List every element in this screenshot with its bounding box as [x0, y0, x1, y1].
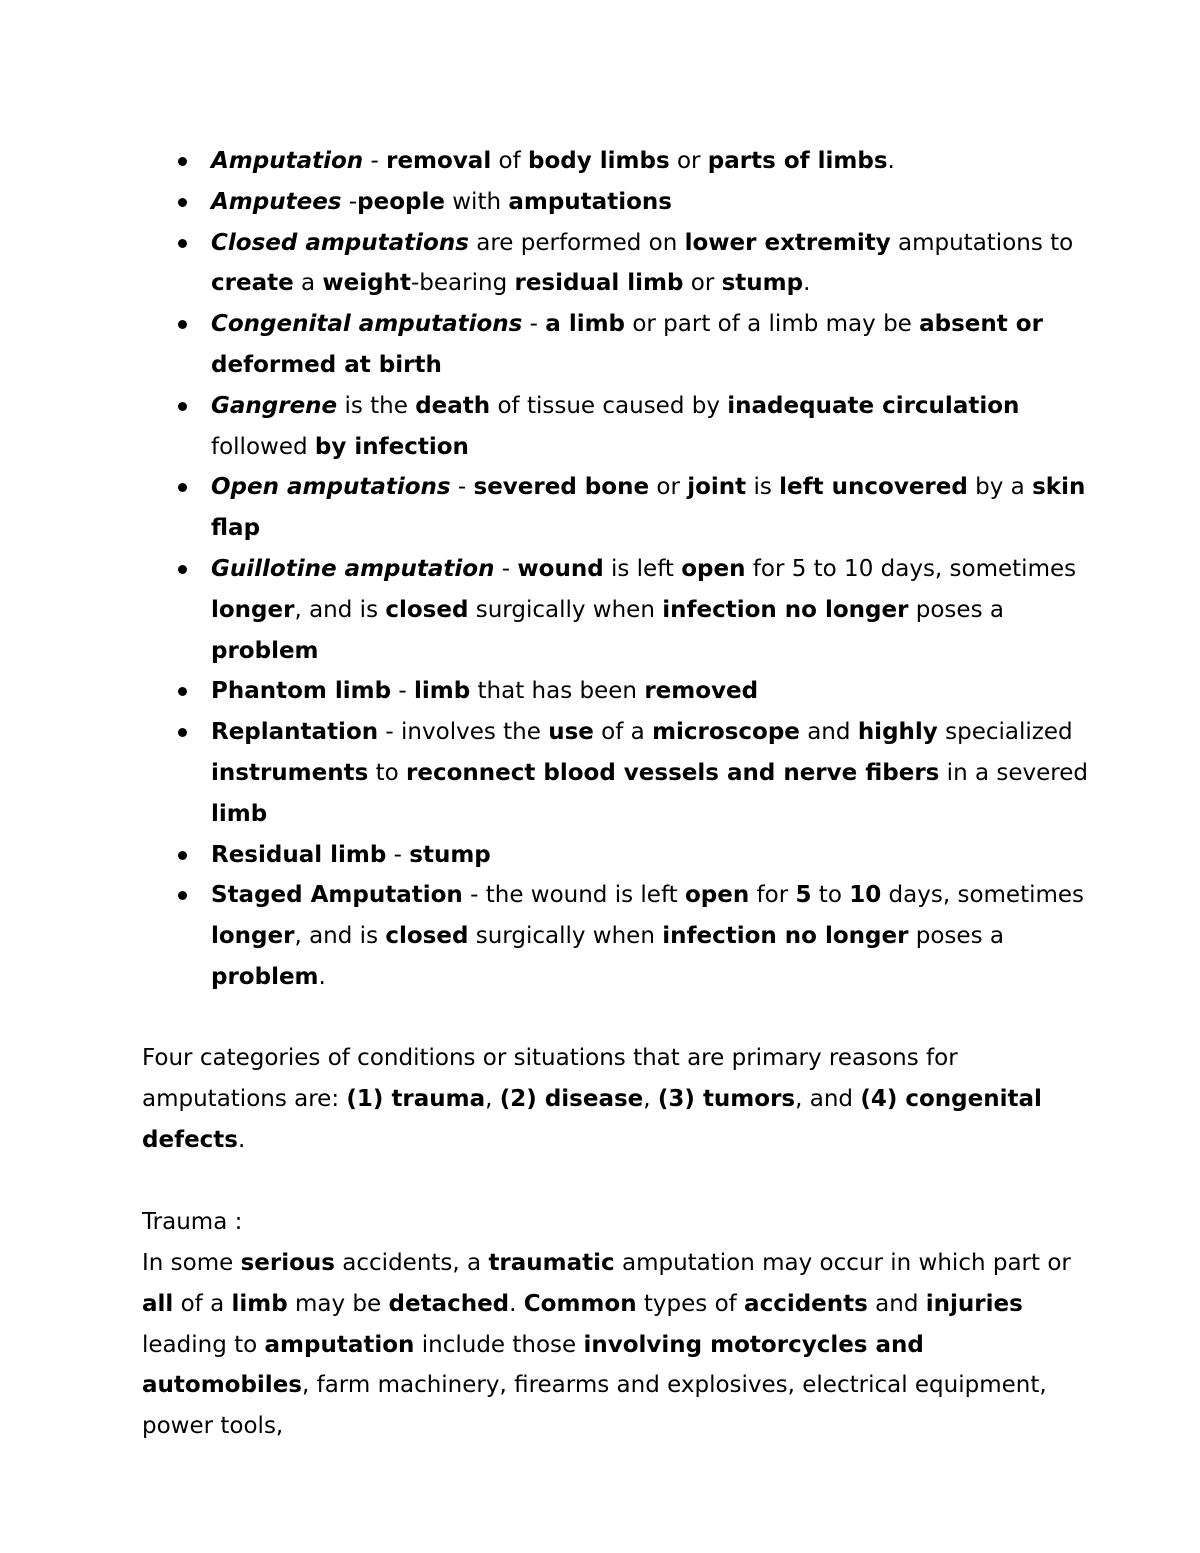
text-run: to — [811, 882, 850, 909]
bold-term: limb — [231, 1290, 288, 1317]
bold-term: lower extremity — [684, 229, 891, 256]
text-run: is — [746, 474, 780, 501]
bold-term: (4) congenital defects — [142, 1085, 1042, 1153]
text-run: - — [450, 474, 474, 501]
bold-term: Guillotine amputation — [211, 555, 495, 582]
bold-term: severed bone — [473, 474, 650, 501]
text-run: poses a — [908, 923, 1004, 950]
text-run: types of — [636, 1290, 745, 1317]
bold-term: Congenital amputations — [211, 311, 523, 338]
text-run: - — [363, 148, 387, 174]
bold-term: 5 — [795, 882, 812, 909]
bold-term: use — [548, 719, 594, 746]
text-run: surgically when — [468, 596, 663, 623]
bold-term: removed — [644, 678, 759, 705]
text-run: . — [318, 963, 326, 990]
bold-term: instruments — [211, 759, 369, 786]
bold-term: longer — [211, 923, 295, 950]
text-run: , and — [795, 1085, 861, 1112]
bold-term: Gangrene — [211, 392, 338, 419]
text-run: specialized — [937, 719, 1073, 746]
bold-term: infection no longer — [662, 923, 909, 950]
glossary-list — [211, 141, 1091, 998]
bold-term: (2) disease — [499, 1085, 644, 1112]
bold-term: amputation — [264, 1331, 415, 1358]
glossary-item — [211, 304, 1091, 386]
text-run: amputations to — [890, 229, 1074, 256]
text-run: followed — [211, 433, 315, 460]
glossary-item — [211, 671, 1091, 712]
text-run: a — [293, 270, 323, 297]
bold-term: Closed amputations — [211, 229, 469, 256]
bold-term: problem — [211, 963, 319, 990]
text-run: with — [444, 188, 509, 215]
bold-term: problem — [211, 637, 319, 664]
categories-paragraph — [142, 1038, 1072, 1160]
glossary-item — [211, 467, 1091, 549]
trauma-heading: Trauma : — [142, 1209, 243, 1235]
text-run: poses a — [908, 596, 1004, 623]
bold-term: skin flap — [211, 474, 1086, 542]
bold-term: Residual limb — [211, 841, 387, 868]
bold-term: injuries — [925, 1290, 1023, 1317]
text-run: - — [386, 841, 410, 868]
text-run: may be — [287, 1290, 389, 1317]
glossary-item — [211, 712, 1091, 834]
bold-term: Staged Amputation — [211, 882, 463, 909]
text-run: . — [238, 1126, 246, 1153]
bold-term: open — [684, 882, 750, 909]
text-run: and — [867, 1290, 926, 1317]
text-run: days, sometimes — [881, 882, 1085, 909]
bold-term: all — [142, 1290, 174, 1317]
bold-term: inadequate circulation — [727, 392, 1020, 419]
bold-term: traumatic — [488, 1250, 615, 1276]
bold-term: 10 — [849, 882, 882, 909]
text-run: Four categories of conditions or situations that are primary reasons for amputations are: — [142, 1045, 958, 1112]
text-run: or — [683, 270, 722, 297]
text-run: . — [509, 1290, 524, 1317]
bold-term: residual limb — [514, 270, 684, 297]
bold-term: Amputation — [211, 148, 364, 174]
text-run: to — [368, 759, 407, 786]
bold-term: reconnect blood vessels and nerve fibers — [406, 759, 940, 786]
text-run: , and is — [294, 923, 386, 950]
text-run: - — [341, 188, 358, 215]
bold-term: stump — [409, 841, 491, 868]
text-run: , — [643, 1085, 658, 1112]
glossary-item — [211, 141, 1091, 182]
bold-term: (3) tumors — [657, 1085, 796, 1112]
glossary-item — [211, 835, 1091, 876]
bold-term: accidents — [744, 1290, 868, 1317]
bold-term: Open amputations — [211, 474, 451, 501]
text-run: or part of a limb may be — [625, 311, 920, 338]
text-run: In some — [142, 1250, 241, 1276]
text-run: of a — [173, 1290, 232, 1317]
bold-term: longer — [211, 596, 295, 623]
text-run: , — [485, 1085, 500, 1112]
bold-term: infection no longer — [662, 596, 909, 623]
text-run: - — [494, 555, 518, 582]
bold-term: a limb — [545, 311, 626, 338]
text-run: are performed on — [468, 229, 685, 256]
text-run: , farm machinery, firearms and explosives, electrical equipment, power tools, — [142, 1372, 1047, 1440]
bold-term: joint — [687, 474, 747, 501]
bold-term: microscope — [652, 719, 800, 746]
text-run: leading to — [142, 1331, 265, 1358]
text-run: by a — [967, 474, 1033, 501]
text-run: of tissue caused by — [490, 392, 728, 419]
glossary-item — [211, 549, 1091, 671]
text-run: - — [391, 678, 415, 705]
text-run: - the wound is left — [462, 882, 685, 909]
text-run: and — [799, 719, 858, 746]
bold-term: limb — [414, 678, 471, 705]
trauma-paragraph — [142, 1243, 1072, 1447]
bold-term: closed — [385, 596, 469, 623]
bold-term: Common — [523, 1290, 637, 1317]
text-run: accidents, a — [334, 1250, 489, 1276]
bold-term: death — [415, 392, 491, 419]
bold-term: Amputees — [211, 188, 342, 215]
bold-term: (1) trauma — [346, 1085, 486, 1112]
bold-term: detached — [388, 1290, 510, 1317]
bold-term: weight — [322, 270, 411, 297]
glossary-item — [211, 182, 1091, 223]
text-run: for — [749, 882, 796, 909]
text-run: amputation may occur in which part or — [614, 1250, 1071, 1276]
bold-term: parts of limbs — [707, 148, 888, 174]
glossary-item — [211, 223, 1091, 305]
bold-term: by infection — [314, 433, 469, 460]
bold-term: absent or deformed at birth — [211, 311, 1043, 378]
text-run: - involves the — [378, 719, 549, 746]
text-run: of a — [593, 719, 653, 746]
bold-term: serious — [240, 1250, 335, 1276]
bold-term: body limbs — [528, 148, 670, 174]
text-run: - — [522, 311, 546, 338]
bold-term: involving motorcycles and automobiles — [142, 1331, 924, 1399]
bold-term: create — [211, 270, 294, 297]
text-run: or — [649, 474, 688, 501]
bold-term: Phantom limb — [211, 678, 392, 705]
bold-term: open — [681, 555, 746, 582]
text-run: that has been — [470, 678, 645, 705]
glossary-item — [211, 875, 1091, 997]
text-run: , and is — [294, 596, 386, 623]
text-run: for 5 to 10 days, sometimes — [745, 555, 1077, 582]
bold-term: Replantation — [211, 719, 379, 746]
bold-term: removal — [386, 148, 492, 174]
bold-term: people — [357, 188, 445, 215]
bold-term: left uncovered — [779, 474, 968, 501]
text-run: . — [887, 148, 895, 174]
text-run: in a severed — [939, 759, 1088, 786]
glossary-item — [211, 386, 1091, 468]
text-run: surgically when — [468, 923, 663, 950]
text-run: is left — [603, 555, 682, 582]
bold-term: wound — [517, 555, 604, 582]
text-run: of — [491, 148, 529, 174]
bold-term: stump — [721, 270, 804, 297]
bold-term: limb — [211, 800, 268, 827]
text-run: include those — [414, 1331, 584, 1358]
text-run: -bearing — [411, 270, 515, 297]
bold-term: highly — [857, 719, 938, 746]
bold-term: amputations — [508, 188, 672, 215]
bold-term: closed — [385, 923, 469, 950]
text-run: . — [803, 270, 811, 297]
text-run: or — [669, 148, 708, 174]
text-run: is the — [337, 392, 416, 419]
